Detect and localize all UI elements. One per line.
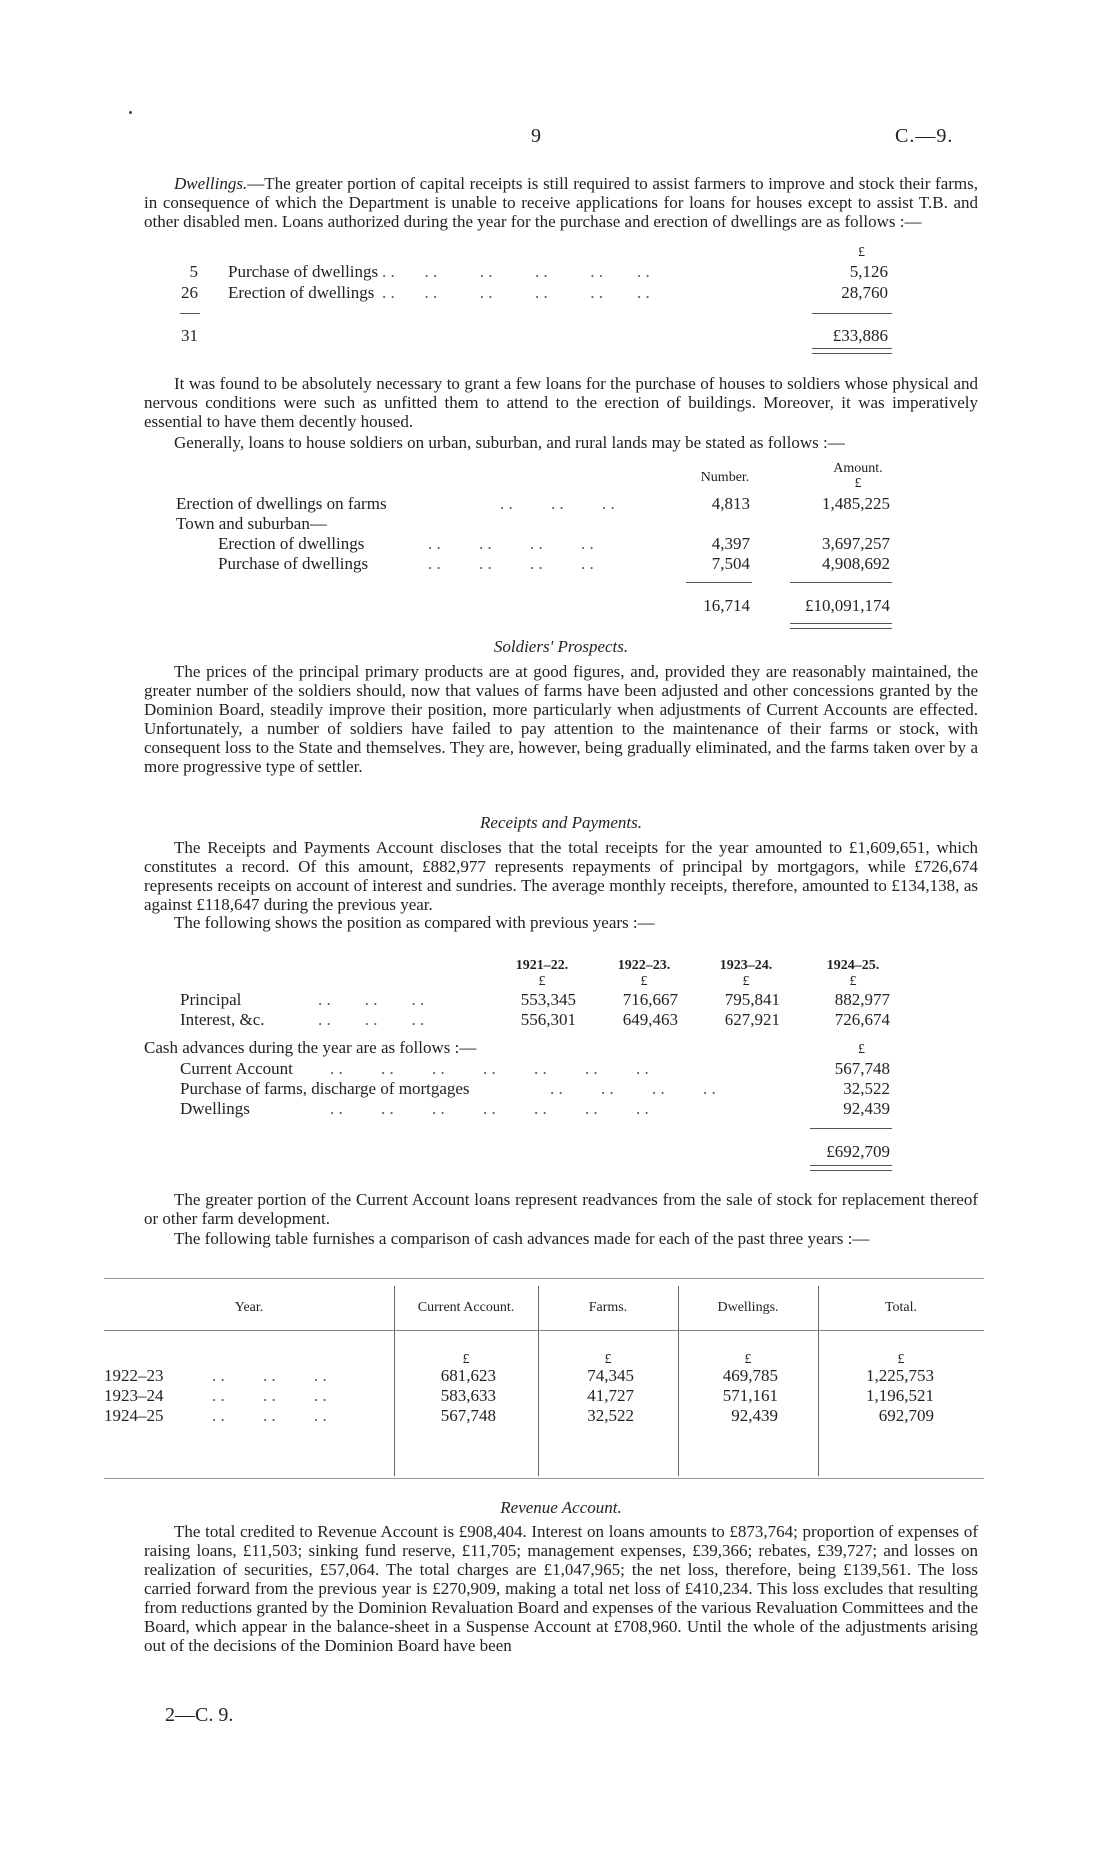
comparison-intro: The following table furnishes a comparison of cash advances made for each of the past three years :— <box>174 1229 870 1248</box>
table-cell: 469,785 <box>722 1366 778 1385</box>
table-cell: 681,623 <box>440 1366 496 1385</box>
col-header-amount: Amount. <box>833 461 883 476</box>
table-cell: 567,748 <box>440 1406 496 1425</box>
header-rule <box>104 1330 984 1331</box>
table-cell: 74,345 <box>587 1366 634 1385</box>
table-row-label: Dwellings <box>180 1099 250 1118</box>
current-account-paragraph: The greater portion of the Current Account loans represent readvances from the sale of stock for replacement thereof or other farm development. <box>144 1190 978 1228</box>
cash-total: £692,709 <box>826 1142 890 1161</box>
col-header-number: Number. <box>700 470 750 485</box>
table-row-number: 7,504 <box>711 554 750 573</box>
table-cell: 1,225,753 <box>866 1366 934 1385</box>
page-number: 9 <box>531 125 541 147</box>
amount-rule <box>790 582 892 583</box>
table-row-label: Principal <box>180 990 242 1009</box>
document-reference: C.—9. <box>895 125 954 147</box>
table-row-label: Erection of dwellings on farms <box>176 494 387 513</box>
leader-dots: . . . . . . . . . . . . <box>382 283 650 302</box>
table-cell: 692,709 <box>878 1406 934 1425</box>
loan-count: 26 <box>181 283 198 302</box>
number-rule <box>686 582 752 583</box>
loan-label: Erection of dwellings <box>228 283 375 302</box>
cash-double-rule <box>810 1165 892 1171</box>
table-row-label: Interest, &c. <box>180 1010 265 1029</box>
col-header-total: Total. <box>884 1300 918 1315</box>
table-cell: 553,345 <box>520 990 576 1009</box>
soldiers-housing-intro: Generally, loans to house soldiers on urban, suburban, and rural lands may be stated as follows :— <box>174 433 845 452</box>
unit-label: £ <box>462 1352 470 1367</box>
table-row-number: 4,813 <box>711 494 750 513</box>
table-row-amount: 4,908,692 <box>822 554 890 573</box>
table-cell: 556,301 <box>520 1010 576 1029</box>
unit-label: £ <box>640 974 648 989</box>
leader-dots: . . . . . . . . <box>428 554 594 573</box>
table-cell: 726,674 <box>834 1010 890 1029</box>
leader-dots: . . . . . . <box>212 1366 327 1385</box>
table-cell: 882,977 <box>834 990 890 1009</box>
leader-dots: . . . . . . <box>500 494 615 513</box>
cash-unit: £ <box>858 1042 865 1057</box>
unit-label: £ <box>742 974 750 989</box>
table-row-year: 1923–24 <box>104 1386 164 1405</box>
table-row-year: 1922–23 <box>104 1366 164 1385</box>
section-heading-revenue: Revenue Account. <box>500 1498 622 1517</box>
col-header-dwellings: Dwellings. <box>717 1300 779 1315</box>
cash-amount: 92,439 <box>843 1099 890 1118</box>
loan-amount: 28,760 <box>841 283 888 302</box>
receipts-paragraph: The Receipts and Payments Account discloses that the total receipts for the year amounted to £1,609,651, which constitutes a record. Of this amount, £882,977 represents repayments of principal by mortgagors, while £726,674 represents receipts on account of interest and sundries. The average monthly receipts, therefore, amounted to £134,138, as against £118,647 during the previous year. <box>144 838 978 914</box>
table-bottom-rule <box>104 1478 984 1479</box>
leader-dots: . . . . . . . . . . . . . . <box>330 1099 649 1118</box>
table-row-label: Current Account <box>180 1059 293 1078</box>
section-heading-prospects: Soldiers' Prospects. <box>493 637 629 656</box>
table-row-label: Town and suburban— <box>176 514 327 533</box>
col-header-amount-unit: £ <box>854 476 862 491</box>
table-row-number: 4,397 <box>711 534 750 553</box>
cash-amount: 32,522 <box>843 1079 890 1098</box>
year-header: 1923–24. <box>719 958 773 973</box>
cash-amount: 567,748 <box>834 1059 890 1078</box>
table-cell: 41,727 <box>587 1386 634 1405</box>
loan-label: Purchase of dwellings <box>228 262 379 281</box>
dwellings-lead: Dwellings. <box>174 174 248 193</box>
table-cell: 795,841 <box>724 990 780 1009</box>
table-row-label: Purchase of farms, discharge of mortgages <box>180 1079 470 1098</box>
cash-rule <box>810 1128 892 1129</box>
table-cell: 649,463 <box>622 1010 678 1029</box>
col-header-current: Current Account. <box>417 1300 515 1315</box>
receipts-intro: The following shows the position as compared with previous years :— <box>174 913 655 932</box>
loan-count-total: 31 <box>181 326 198 345</box>
total-number: 16,714 <box>703 596 750 615</box>
table-row-label: Erection of dwellings <box>218 534 365 553</box>
table-row-amount: 3,697,257 <box>822 534 890 553</box>
houses-paragraph: It was found to be absolutely necessary to grant a few loans for the purchase of houses to soldiers whose physical and nervous conditions were such as unfitted them to attend to the erection of buildings. Moreover, it was imperatively essential to have them decently housed. <box>144 374 978 431</box>
count-rule <box>180 313 200 314</box>
unit-label: £ <box>897 1352 905 1367</box>
leader-dots: . . . . . . <box>212 1406 327 1425</box>
table-cell: 571,161 <box>722 1386 778 1405</box>
unit-label: £ <box>604 1352 612 1367</box>
table-cell: 92,439 <box>731 1406 778 1425</box>
total-amount: £10,091,174 <box>805 596 890 615</box>
dwellings-currency: £ <box>858 245 865 260</box>
table-row-amount: 1,485,225 <box>822 494 890 513</box>
loan-count: 5 <box>189 262 198 281</box>
col-header-farms: Farms. <box>588 1300 628 1315</box>
leader-dots: . . . . . . . . . . . . <box>382 262 650 281</box>
stray-mark <box>129 111 132 114</box>
section-heading-receipts: Receipts and Payments. <box>480 813 642 832</box>
table-cell: 627,921 <box>724 1010 780 1029</box>
loan-amount-total: £33,886 <box>832 326 888 345</box>
loan-amount: 5,126 <box>849 262 888 281</box>
table-row-year: 1924–25 <box>104 1406 164 1425</box>
dwellings-paragraph <box>144 174 978 231</box>
year-header: 1922–23. <box>617 958 671 973</box>
year-header: 1921–22. <box>515 958 569 973</box>
table-cell: 32,522 <box>587 1406 634 1425</box>
amount-rule <box>812 313 892 314</box>
leader-dots: . . . . . . <box>318 1010 425 1029</box>
table-cell: 583,633 <box>440 1386 496 1405</box>
dwellings-text: —The greater portion of capital receipts is still required to assist farmers to improve and stock their farms, in consequence of which the Department is unable to receive applications for loans for houses except to assist T.B. and other disabled men. Loans authorized during the year for the purchase and erection of dwellings are as follows :— <box>144 174 978 231</box>
col-header-year: Year. <box>234 1300 264 1315</box>
year-header: 1924–25. <box>826 958 880 973</box>
unit-label: £ <box>538 974 546 989</box>
unit-label: £ <box>849 974 857 989</box>
page-signature: 2—C. 9. <box>165 1704 234 1726</box>
table-top-rule <box>104 1278 984 1279</box>
table-cell: 716,667 <box>622 990 678 1009</box>
prospects-paragraph: The prices of the principal primary products are at good figures, and, provided they are reasonably maintained, the greater number of the soldiers should, now that values of farms have been adjusted and other concessions granted by the Dominion Board, steadily improve their position, more particularly when adjustments of Current Accounts are effected. Unfortunately, a number of soldiers have failed to pay attention to the maintenance of their farms or stock, with consequent loss to the State and themselves. They are, however, being gradually eliminated, and the farms taken over by a more progressive type of settler. <box>144 662 978 776</box>
table-row-label: Purchase of dwellings <box>218 554 369 573</box>
total-double-rule <box>812 348 892 354</box>
leader-dots: . . . . . . <box>212 1386 327 1405</box>
leader-dots: . . . . . . . . <box>550 1079 716 1098</box>
total-double-rule <box>790 623 892 629</box>
table-cell: 1,196,521 <box>866 1386 934 1405</box>
leader-dots: . . . . . . . . . . . . . . <box>330 1059 649 1078</box>
unit-label: £ <box>744 1352 752 1367</box>
revenue-paragraph: The total credited to Revenue Account is £908,404. Interest on loans amounts to £873,764; proportion of expenses of raising loans, £11,503; sinking fund reserve, £11,705; management expenses, £39,366; rebates, £39,727; and losses on realization of securities, £57,064. The total charges are £1,047,965; the net loss, therefore, being £139,561. The loss carried forward from the previous year is £270,909, making a total net loss of £410,234. This loss excludes that resulting from reductions granted by the Dominion Revaluation Board and expenses of the various Revaluation Committees and the Board, which appear in the balance-sheet in a Suspense Account at £708,960. Until the whole of the adjustments arising out of the decisions of the Dominion Board have been <box>144 1522 978 1655</box>
cash-advances-intro: Cash advances during the year are as follows :— <box>144 1038 477 1057</box>
leader-dots: . . . . . . . . <box>428 534 594 553</box>
leader-dots: . . . . . . <box>318 990 425 1009</box>
